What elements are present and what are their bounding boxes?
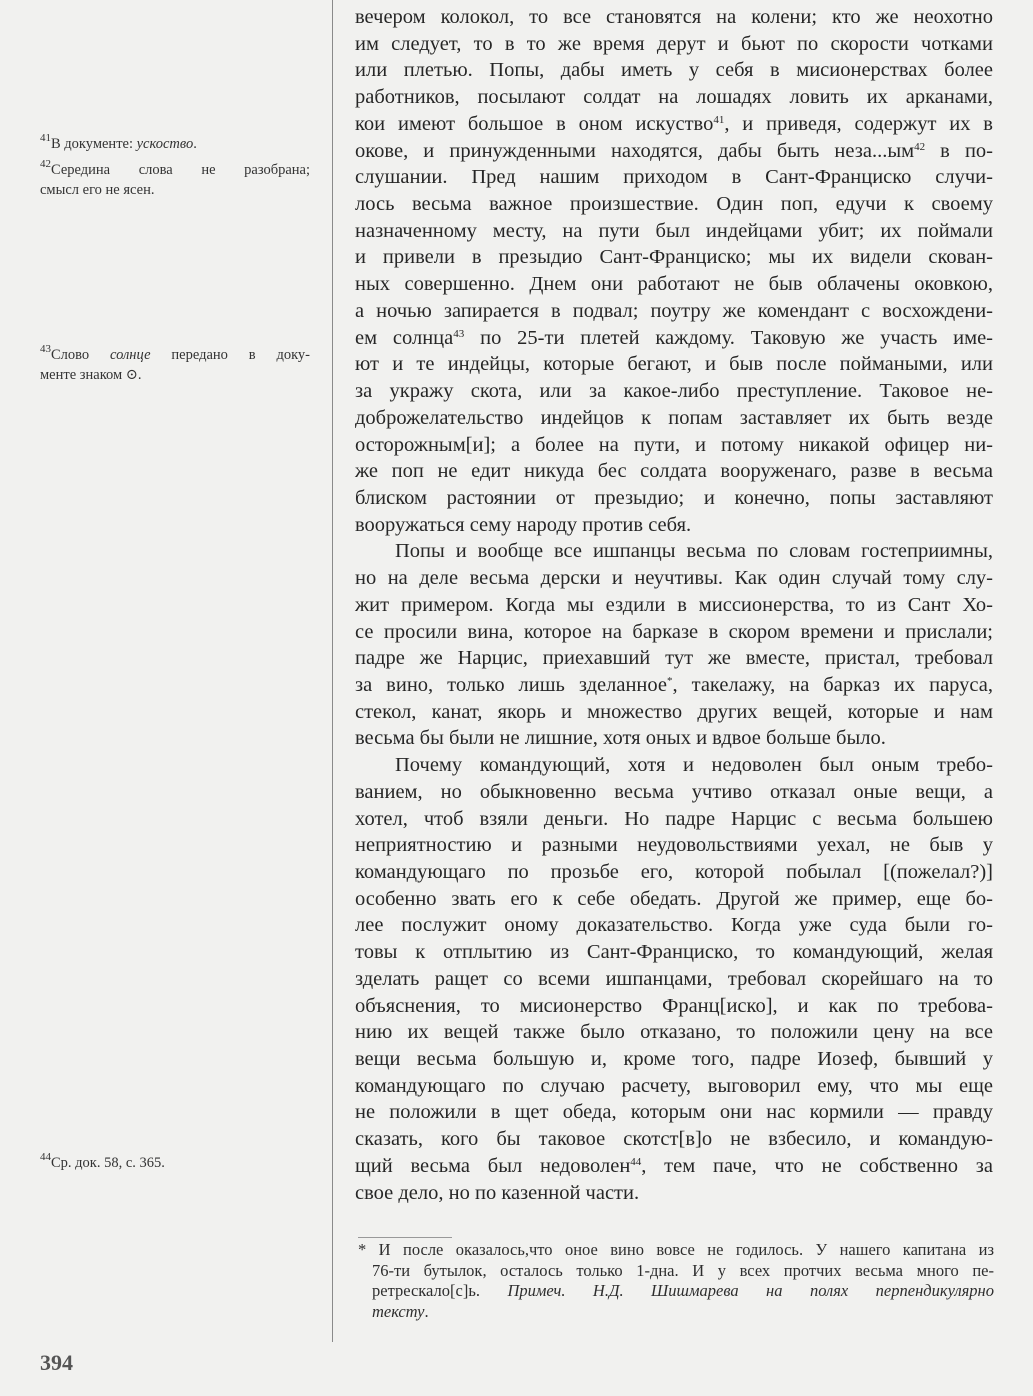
text-run: менте знаком ⊙. bbox=[40, 367, 142, 383]
text-run: за вино, только лишь зделанное bbox=[355, 673, 667, 696]
text-run: Почему командующий, хотя и недоволен был оным требо- bbox=[395, 754, 993, 777]
text-run: Попы и вообще все ишпанцы весьма по словам гостеприимны, bbox=[395, 540, 993, 563]
text-line bbox=[355, 912, 993, 939]
footnote-line bbox=[358, 1281, 994, 1302]
text-run: жит примером. Когда мы ездили в миссионерства, то из Сант Хо- bbox=[355, 593, 993, 616]
margin-note-44 bbox=[40, 1153, 310, 1173]
text-run: 76-ти бутылок, осталось только 1-дна. И у всех протчих весьма много пе- bbox=[372, 1260, 994, 1280]
text-line bbox=[355, 592, 993, 619]
text-run: щий весьма был недоволен bbox=[355, 1154, 631, 1177]
text-line bbox=[355, 725, 993, 752]
text-run: но на деле весьма дерски и неучтивы. Как один случай тому слу- bbox=[355, 567, 993, 590]
text-run: вооружаться сему народу против себя. bbox=[355, 513, 692, 536]
text-line bbox=[355, 458, 993, 485]
text-line bbox=[355, 1126, 993, 1153]
note-line bbox=[40, 365, 310, 385]
text-line bbox=[355, 485, 993, 512]
footnote-ref: 42 bbox=[40, 158, 51, 170]
text-run: объяснения, то мисионерство Франц[иско], и как по требова- bbox=[355, 994, 993, 1017]
column-divider bbox=[332, 0, 333, 1342]
text-line bbox=[355, 832, 993, 859]
italic-text: ускоство bbox=[136, 136, 194, 152]
text-line bbox=[355, 138, 993, 165]
text-run: товы к отплытию из Сант-Франциско, то командующий, желая bbox=[355, 941, 993, 964]
text-line bbox=[355, 1073, 993, 1100]
footnote-ref: * bbox=[667, 674, 673, 687]
text-line bbox=[355, 1153, 993, 1180]
text-run: Слово bbox=[51, 347, 111, 363]
text-run: ют и те индейцы, которые бегают, и быв после поймаными, или bbox=[355, 353, 993, 376]
note-line bbox=[40, 345, 310, 365]
text-line bbox=[355, 405, 993, 432]
text-run: , и приведя, содержут их в bbox=[724, 112, 993, 135]
text-run: . bbox=[424, 1301, 429, 1321]
text-run: вещи весьма большую и, кроме того, падре Иозеф, бывший у bbox=[355, 1048, 993, 1071]
page-number: 394 bbox=[40, 1350, 73, 1375]
text-run: работников, посылают солдат на лошадях ловить их арканами, bbox=[355, 86, 993, 109]
margin-note-43 bbox=[40, 345, 310, 385]
italic-text: Примеч. Н.Д. Шишмарева на полях перпендикулярно bbox=[507, 1281, 994, 1300]
text-run: же поп не едит никуда бес солдата вооруженаго, разве в весьма bbox=[355, 460, 993, 483]
text-run: се просили вина, которое на барказе в скором времени и прислали; bbox=[355, 620, 993, 643]
footnote-ref: 42 bbox=[914, 140, 926, 153]
text-run: неприятностию и разными неудовольствиями уехал, не быв у bbox=[355, 834, 993, 857]
text-run: В документе: bbox=[51, 136, 137, 152]
footnote-line bbox=[358, 1302, 994, 1323]
text-run: особенно звать его к себе обедать. Другой же пример, еще бо- bbox=[355, 887, 993, 910]
text-line bbox=[355, 699, 993, 726]
text-run: не положили в щет обеда, которым они нас кормили — правду bbox=[355, 1101, 993, 1124]
text-line bbox=[355, 859, 993, 886]
text-line bbox=[355, 298, 993, 325]
text-line bbox=[355, 84, 993, 111]
footnote bbox=[358, 1240, 994, 1322]
margin-note-42 bbox=[40, 160, 310, 200]
text-run: Ср. док. 58, с. 365. bbox=[51, 1155, 165, 1171]
text-run: свое дело, но по казенной части. bbox=[355, 1181, 640, 1204]
text-line bbox=[355, 1099, 993, 1126]
text-run: ретрескало[с]ь. bbox=[372, 1281, 508, 1300]
text-line bbox=[355, 886, 993, 913]
text-line bbox=[355, 31, 993, 58]
text-line bbox=[355, 351, 993, 378]
text-run: . bbox=[193, 136, 197, 152]
text-run: доброжелательство индейцов к попам заставляет их быть везде bbox=[355, 406, 993, 429]
text-line bbox=[355, 57, 993, 84]
text-line bbox=[355, 111, 993, 138]
note-line bbox=[40, 180, 310, 200]
text-line bbox=[355, 806, 993, 833]
text-run: за укражу скота, или за какое-либо преступление. Таковое не- bbox=[355, 380, 993, 403]
note-line bbox=[40, 160, 310, 180]
text-line bbox=[355, 325, 993, 352]
text-run: стекол, канат, якорь и множество других вещей, которые и нам bbox=[355, 700, 993, 723]
text-line bbox=[355, 1019, 993, 1046]
footnote-ref: 41 bbox=[40, 132, 51, 144]
text-line bbox=[355, 645, 993, 672]
text-line bbox=[355, 271, 993, 298]
text-run: * И после оказалось,что оное вино вовсе не годилось. У нашего капитана из bbox=[358, 1240, 994, 1259]
text-run: сказать, кого бы таковое скотст[в]о не взбесило, и командую- bbox=[355, 1128, 993, 1151]
text-line bbox=[355, 619, 993, 646]
note-line bbox=[40, 134, 310, 154]
footnote-ref: 43 bbox=[40, 343, 51, 355]
text-run: вечером колокол, то все становятся на колени; кто же неохотно bbox=[355, 6, 993, 28]
text-line bbox=[355, 244, 993, 271]
text-line bbox=[355, 1180, 993, 1207]
margin-note-41 bbox=[40, 134, 310, 154]
text-line bbox=[355, 779, 993, 806]
text-line bbox=[355, 966, 993, 993]
text-run: ванием, но обыкновенно весьма учтиво отказал оные вещи, а bbox=[355, 780, 993, 803]
footnote-ref: 44 bbox=[40, 1151, 51, 1163]
text-line bbox=[355, 993, 993, 1020]
text-run: весьма бы были не лишние, хотя оных и вдвое больше было. bbox=[355, 727, 886, 750]
text-run: , тем паче, что не собственно за bbox=[641, 1154, 993, 1177]
text-run: лее послужит оному доказательство. Когда уже суда были го- bbox=[355, 914, 993, 937]
text-run: хотел, чтоб взяли деньги. Но падре Нарцис с весьма большею bbox=[355, 807, 993, 830]
text-run: назначенному месту, на пути был индейцами убит; их поймали bbox=[355, 219, 993, 242]
italic-text: тексту bbox=[372, 1301, 425, 1321]
text-line bbox=[355, 672, 993, 699]
text-run: Середина слова не разобрана; bbox=[51, 162, 310, 178]
main-text bbox=[355, 4, 993, 1206]
note-line bbox=[40, 1153, 310, 1173]
text-run: кои имеют большое в оном искуство bbox=[355, 112, 714, 135]
text-run: командующаго по прозьбе его, которой побылал [(пожелал?)] bbox=[355, 861, 993, 883]
text-run: командующаго по случаю расчету, выговорил ему, что мы еще bbox=[355, 1074, 993, 1097]
text-run: и привели в презыдио Сант-Франциско; мы их видели скован- bbox=[355, 246, 993, 269]
text-run: в по- bbox=[925, 139, 994, 162]
text-run: ных совершенно. Днем они работают не быв облачены оковкою, bbox=[355, 273, 993, 296]
text-line bbox=[355, 218, 993, 245]
footnote-ref: 41 bbox=[713, 113, 725, 126]
footnote-ref: 43 bbox=[453, 327, 465, 340]
text-run: смысл его не ясен. bbox=[40, 182, 155, 198]
text-line bbox=[355, 752, 993, 779]
footnote-rule bbox=[358, 1237, 452, 1238]
text-line bbox=[355, 378, 993, 405]
text-run: лось весьма важное произшествие. Один поп, едучи к своему bbox=[355, 193, 993, 216]
text-line bbox=[355, 939, 993, 966]
text-line bbox=[355, 1046, 993, 1073]
footnote-line bbox=[358, 1261, 994, 1282]
text-line bbox=[355, 538, 993, 565]
text-run: по 25-ти плетей каждому. Таковую же участь име- bbox=[464, 326, 993, 349]
text-run: нию их вещей также было отказано, то положили цену на все bbox=[355, 1021, 993, 1044]
text-run: падре же Нарцис, приехавший тут же вместе, пристал, требовал bbox=[355, 647, 993, 670]
text-run: зделать ращет со всеми ишпанцами, требовал скорейшаго на то bbox=[355, 967, 993, 990]
text-run: , такелажу, на барказ их паруса, bbox=[672, 673, 993, 696]
text-run: осторожным[и]; а более на пути, и потому никакой офицер ни- bbox=[355, 433, 993, 456]
text-line bbox=[355, 164, 993, 191]
italic-text: солнце bbox=[110, 347, 151, 363]
text-line bbox=[355, 191, 993, 218]
text-run: слушании. Пред нашим приходом в Сант-Франциско случи- bbox=[355, 166, 993, 189]
text-run: им следует, то в то же время дерут и бьют по скорости чотками bbox=[355, 32, 993, 55]
text-run: ем солнца bbox=[355, 326, 454, 349]
text-run: передано в доку- bbox=[150, 347, 311, 363]
footnote-ref: 44 bbox=[630, 1155, 642, 1168]
text-run: а ночью запирается в подвал; поутру же комендант с восхождени- bbox=[355, 299, 993, 322]
footnote-line bbox=[358, 1240, 994, 1261]
text-line bbox=[355, 4, 993, 31]
text-run: блиском растоянии от презыдио; и конечно, попы заставляют bbox=[355, 486, 993, 509]
text-line bbox=[355, 432, 993, 459]
text-run: или плетью. Попы, дабы иметь у себя в мисионерствах более bbox=[355, 59, 993, 82]
text-line bbox=[355, 512, 993, 539]
text-run: окове, и принужденными находятся, дабы быть неза...ым bbox=[355, 139, 915, 162]
text-line bbox=[355, 565, 993, 592]
